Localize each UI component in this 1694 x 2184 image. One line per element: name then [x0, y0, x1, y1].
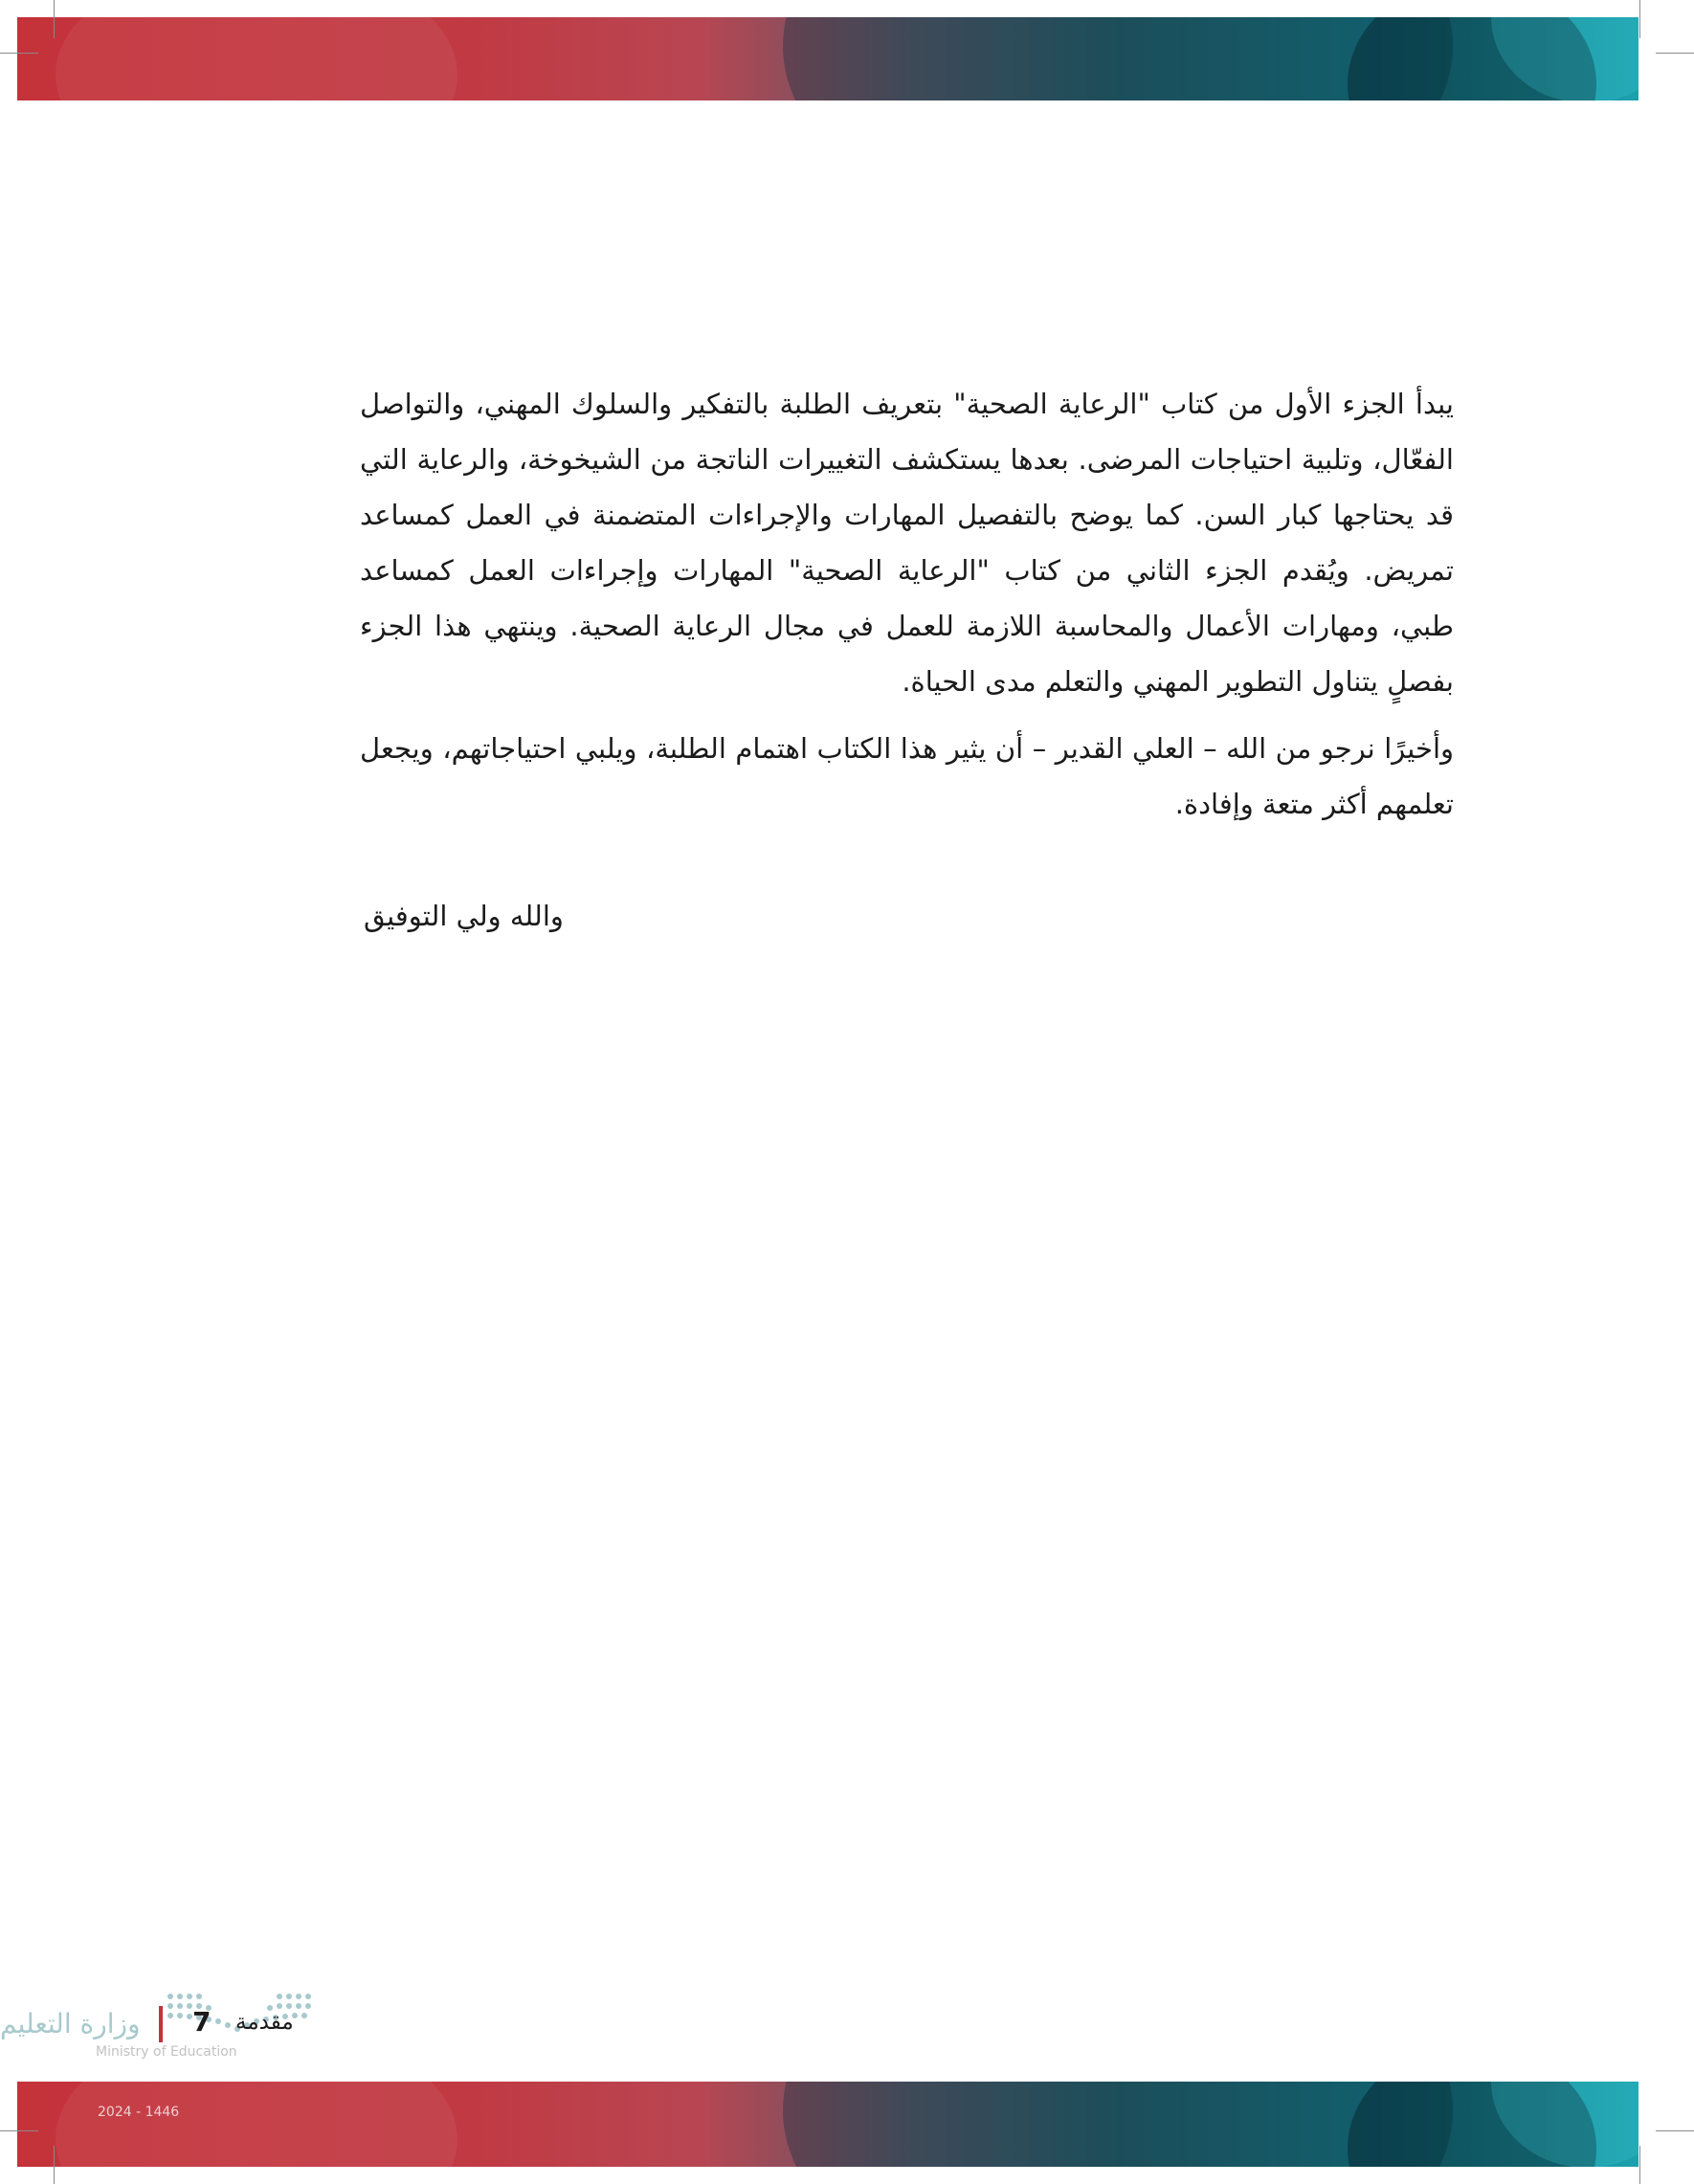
page-number: 7 [192, 2006, 212, 2038]
crop-mark [0, 2130, 38, 2131]
signoff: والله ولي التوفيق [364, 900, 564, 932]
crop-mark [0, 53, 38, 54]
crop-mark [1656, 53, 1694, 54]
introduction-body [360, 376, 1454, 843]
crop-mark [54, 2146, 55, 2184]
crop-mark [1639, 2146, 1640, 2184]
section-label: مقدمة [235, 2010, 294, 2035]
closing-paragraph: وأخيرًا نرجو من الله – العلي القدير – أن يثير هذا الكتاب اهتمام الطلبة، ويلبي احتياجاتهم، ويجعل تعلمهم أكثر متعة وإفادة. [360, 732, 1454, 820]
intro-paragraph: يبدأ الجزء الأول من كتاب "الرعاية الصحية" بتعريف الطلبة بالتفكير والسلوك المهني، والتواصل الفعّال، وتلبية احتياجات المرضى. بعدها يستكشف التغييرات الناتجة من الشيخوخة، والرعاية التي قد يحتاجها كبار السن. كما يوضح بالتفصيل المهارات والإجراءات المتضمنة في العمل كمساعد تمريض. ويُقدم الجزء الثاني من كتاب "الرعاية الصحية" المهارات وإجراءات العمل كمساعد طبي، ومهارات الأعمال والمحاسبة اللازمة للعمل في مجال الرعاية الصحية. وينتهي هذا الجزء بفصلٍ يتناول التطوير المهني والتعلم مدى الحياة. [360, 388, 1454, 698]
top-decorative-band [17, 17, 1638, 100]
crop-mark [1656, 2130, 1694, 2131]
ministry-name-english: Ministry of Education [96, 2044, 237, 2060]
bottom-decorative-band [17, 2082, 1638, 2167]
crop-mark [1639, 0, 1640, 38]
ministry-name-arabic: وزارة التعليم [0, 2008, 141, 2039]
edition-year: 2024 - 1446 [98, 2105, 180, 2120]
crop-mark [54, 0, 55, 38]
footer-divider-bar [159, 2006, 163, 2042]
